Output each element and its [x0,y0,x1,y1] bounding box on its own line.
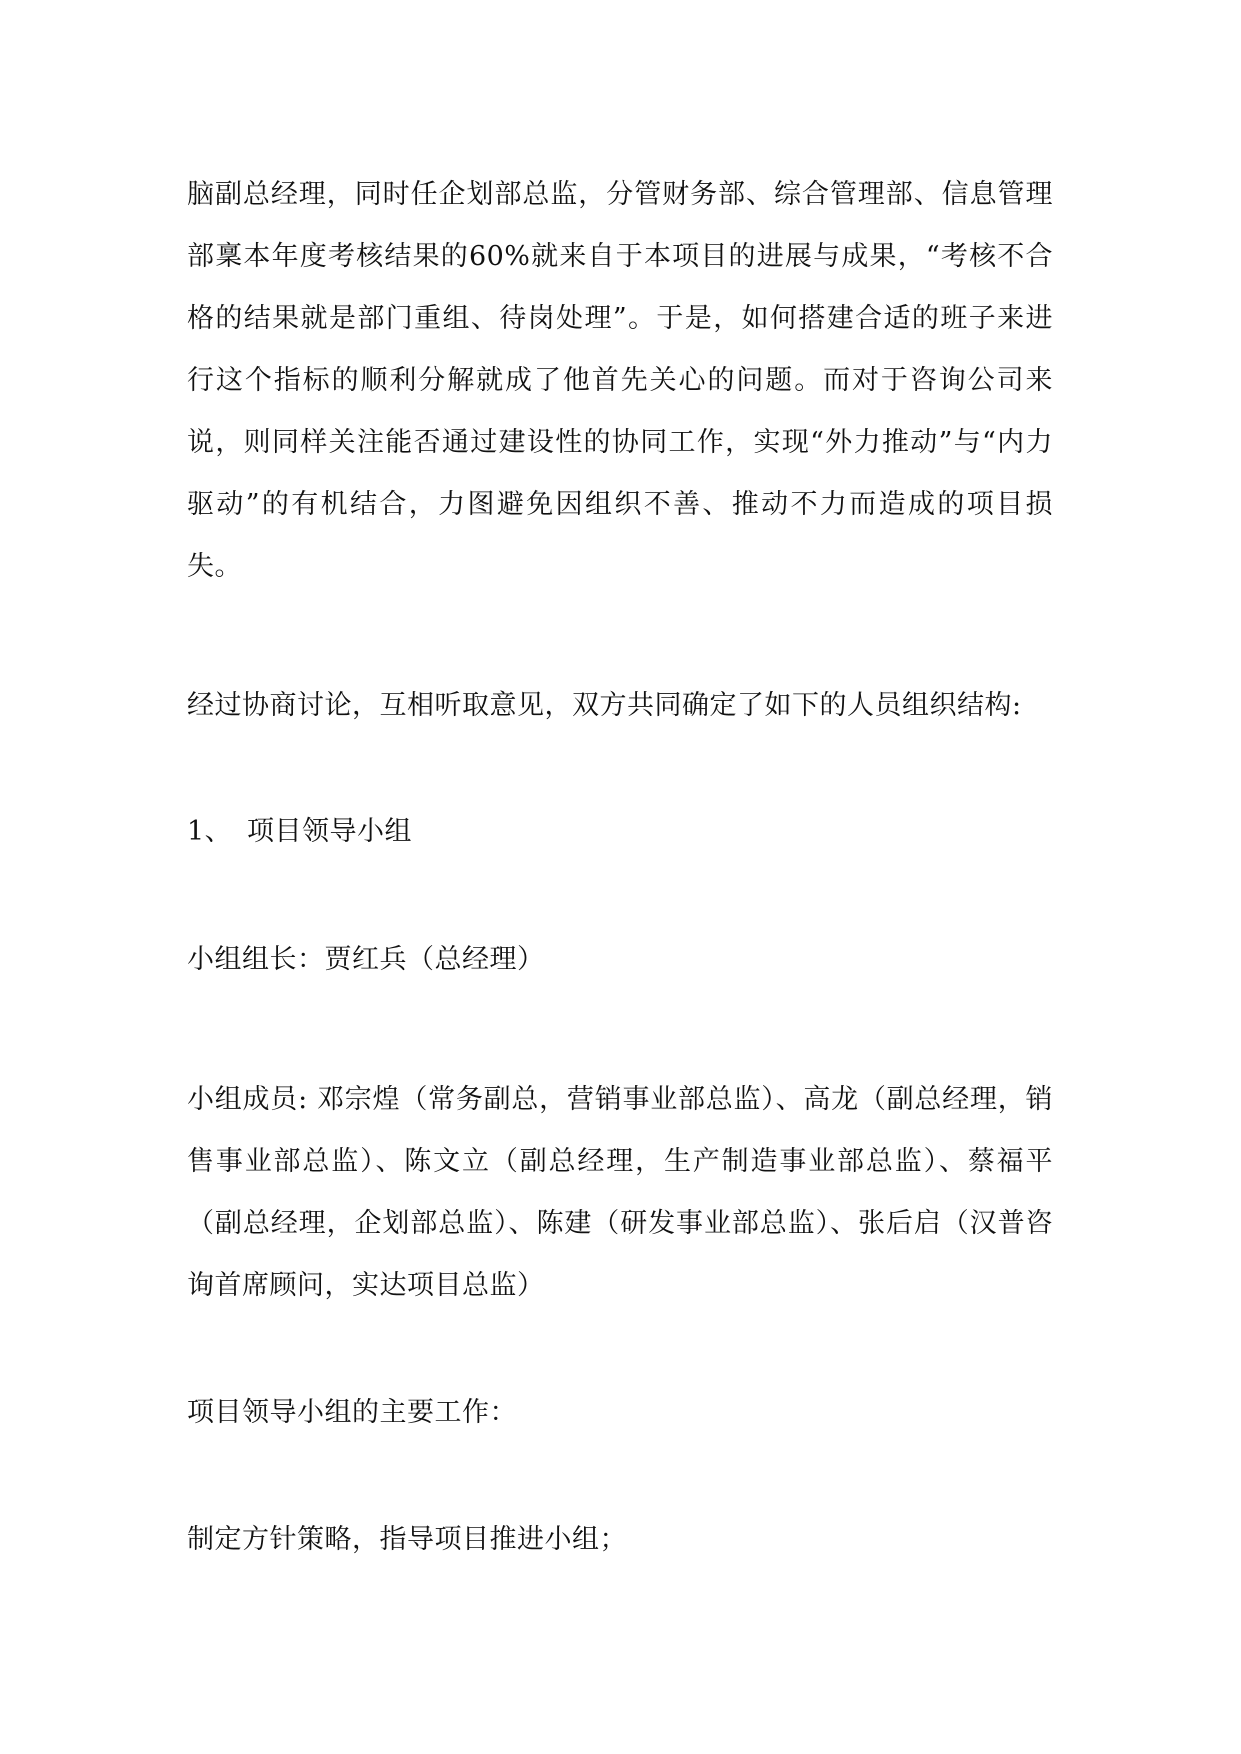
main-work-item: 制定方针策略，指导项目推进小组； [187,1524,627,1555]
section-number: 1、 [187,816,233,847]
intro-paragraph: 经过协商讨论，互相听取意见，双方共同确定了如下的人员组织结构: [187,690,1022,721]
group-members-paragraph: 小组成员: 邓宗煌（常务副总，营销事业部总监）、高龙（副总经理，销售事业部总监）、陈文立（副总经理，生产制造事业部总监）、蔡福平（副总经理，企划部总监）、陈建（研发事业部总监）、张后启（汉普咨询首席顾问，实达项目总监） [187,1084,1053,1301]
body-paragraph: 脑副总经理，同时任企划部总监，分管财务部、综合管理部、信息管理部稟本年度考核结果的60%就来自于本项目的进展与成果，“考核不合格的结果就是部门重组、待岗处理”。于是，如何搭建合适的班子来进行这个指标的顺利分解就成了他首先关心的问题。而对于咨询公司来说，则同样关注能否通过建设性的协同工作，实现“外力推动”与“内力驱动”的有机结合，力图避免因组织不善、推动不力而造成的项目损失。 [187,179,1053,582]
group-leader-line: 小组组长：贾红兵（总经理） [187,944,545,975]
section-heading [187,814,1053,850]
section-title: 项目领导小组 [247,816,412,847]
main-work-title: 项目领导小组的主要工作： [187,1397,517,1428]
